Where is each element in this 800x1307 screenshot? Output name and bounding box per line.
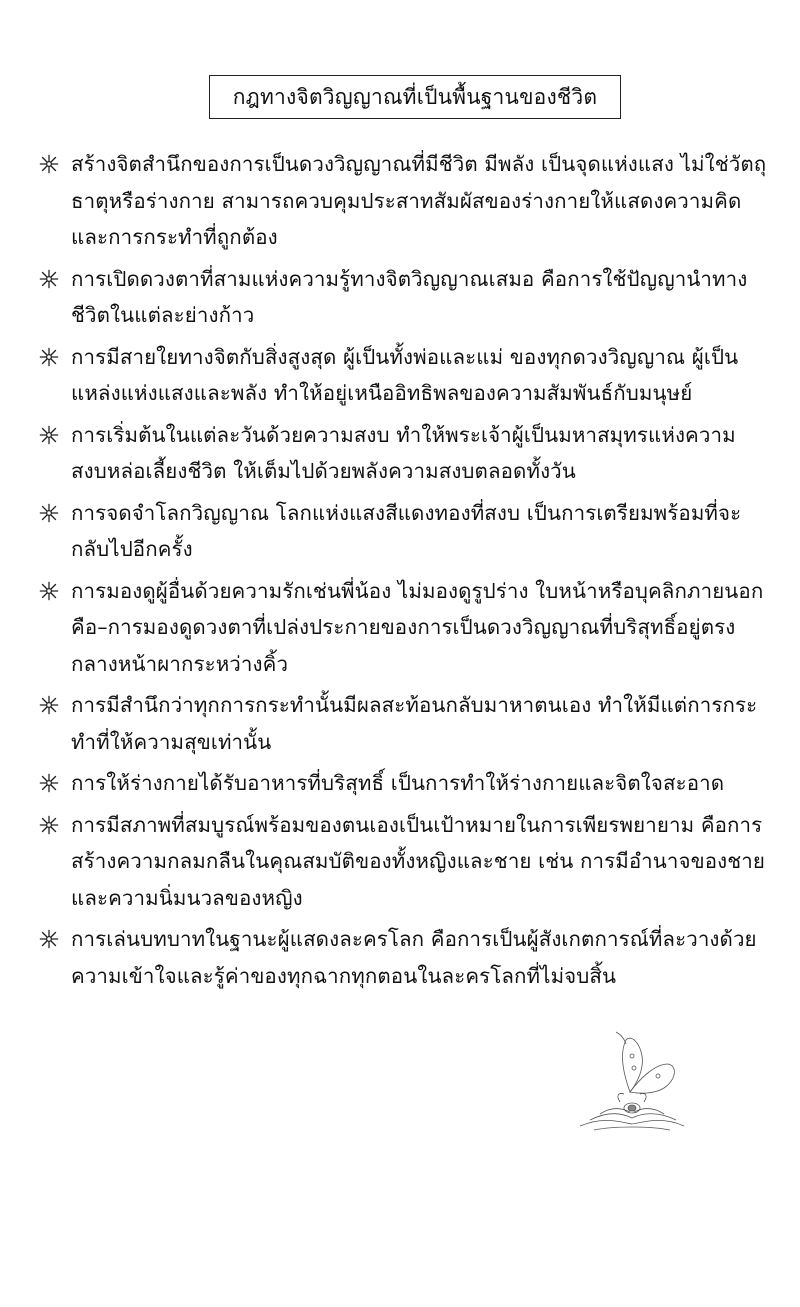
list-item xyxy=(38,495,768,568)
rule-text: การมีสำนึกว่าทุกการกระทำนั้นมีผลสะท้อนกลับมาหาตนเอง ทำให้มีแต่การกระทำที่ให้ความสุขเท่านั้น xyxy=(71,693,758,754)
asterisk-flower-icon xyxy=(38,807,71,843)
asterisk-flower-icon xyxy=(38,495,71,531)
rule-text: สร้างจิตสำนึกของการเป็นดวงวิญญาณที่มีชีวิต มีพลัง เป็นจุดแห่งแสง ไม่ใช่วัตถุธาตุหรือร่างกาย สามารถควบคุมประสาทสัมผัสของร่างกายให้แสดงความคิดและการกระทำที่ถูกต้อง xyxy=(71,152,767,249)
list-item xyxy=(38,573,768,683)
rules-list xyxy=(38,146,768,999)
asterisk-flower-icon xyxy=(38,687,71,723)
list-item xyxy=(38,921,768,994)
list-item xyxy=(38,339,768,412)
asterisk-flower-icon xyxy=(38,146,71,182)
page-title: กฎทางจิตวิญญาณที่เป็นพื้นฐานของชีวิต xyxy=(232,84,598,109)
asterisk-flower-icon xyxy=(38,573,71,609)
asterisk-flower-icon xyxy=(38,921,71,957)
rule-text: การเริ่มต้นในแต่ละวันด้วยความสงบ ทำให้พระเจ้าผู้เป็นมหาสมุทรแห่งความสงบหล่อเลี้ยงชีวิต ให้เต็มไปด้วยพลังความสงบตลอดทั้งวัน xyxy=(71,422,736,483)
rule-text: การมองดูผู้อื่นด้วยความรักเช่นพี่น้อง ไม่มองดูรูปร่าง ใบหน้าหรือบุคลิกภายนอก คือ–การมองดูดวงตาที่เปล่งประกายของการเป็นดวงวิญญาณที่บริสุทธิ์อยู่ตรง กลางหน้าผากระหว่างคิ้ว xyxy=(71,578,764,676)
rule-text: การเล่นบทบาทในฐานะผู้แสดงละครโลก คือการเป็นผู้สังเกตการณ์ที่ละวางด้วยความเข้าใจและรู้ค่าของทุกฉากทุกตอนในละครโลกที่ไม่จบสิ้น xyxy=(71,927,757,988)
asterisk-flower-icon xyxy=(38,765,71,801)
asterisk-flower-icon xyxy=(38,417,71,453)
rule-text: การให้ร่างกายได้รับอาหารที่บริสุทธิ์ เป็นการทำให้ร่างกายและจิตใจสะอาด xyxy=(71,771,725,795)
rule-text: การเปิดดวงตาที่สามแห่งความรู้ทางจิตวิญญาณเสมอ คือการใช้ปัญญานำทางชีวิตในแต่ละย่างก้าว xyxy=(71,266,748,327)
list-item xyxy=(38,687,768,760)
rule-text: การมีสายใยทางจิตกับสิ่งสูงสุด ผู้เป็นทั้งพ่อและแม่ ของทุกดวงวิญญาณ ผู้เป็นแหล่งแห่งแสงและพลัง ทำให้อยู่เหนืออิทธิพลของความสัมพันธ์กับมนุษย์ xyxy=(71,344,739,405)
asterisk-flower-icon xyxy=(38,339,71,375)
butterfly-flower-sketch-icon xyxy=(560,1030,700,1140)
list-item xyxy=(38,146,768,256)
list-item xyxy=(38,807,768,917)
rule-text: การจดจำโลกวิญญาณ โลกแห่งแสงสีแดงทองที่สงบ เป็นการเตรียมพร้อมที่จะกลับไปอีกครั้ง xyxy=(71,500,742,561)
title-box xyxy=(209,75,621,119)
list-item xyxy=(38,261,768,334)
rule-text: การมีสภาพที่สมบูรณ์พร้อมของตนเองเป็นเป้าหมายในการเพียรพยายาม คือการสร้างความกลมกลืนในคุณสมบัติของทั้งหญิงและชาย เช่น การมีอำนาจของชายและความนิ่มนวลของหญิง xyxy=(71,812,765,910)
list-item xyxy=(38,417,768,490)
list-item xyxy=(38,765,768,802)
asterisk-flower-icon xyxy=(38,261,71,297)
